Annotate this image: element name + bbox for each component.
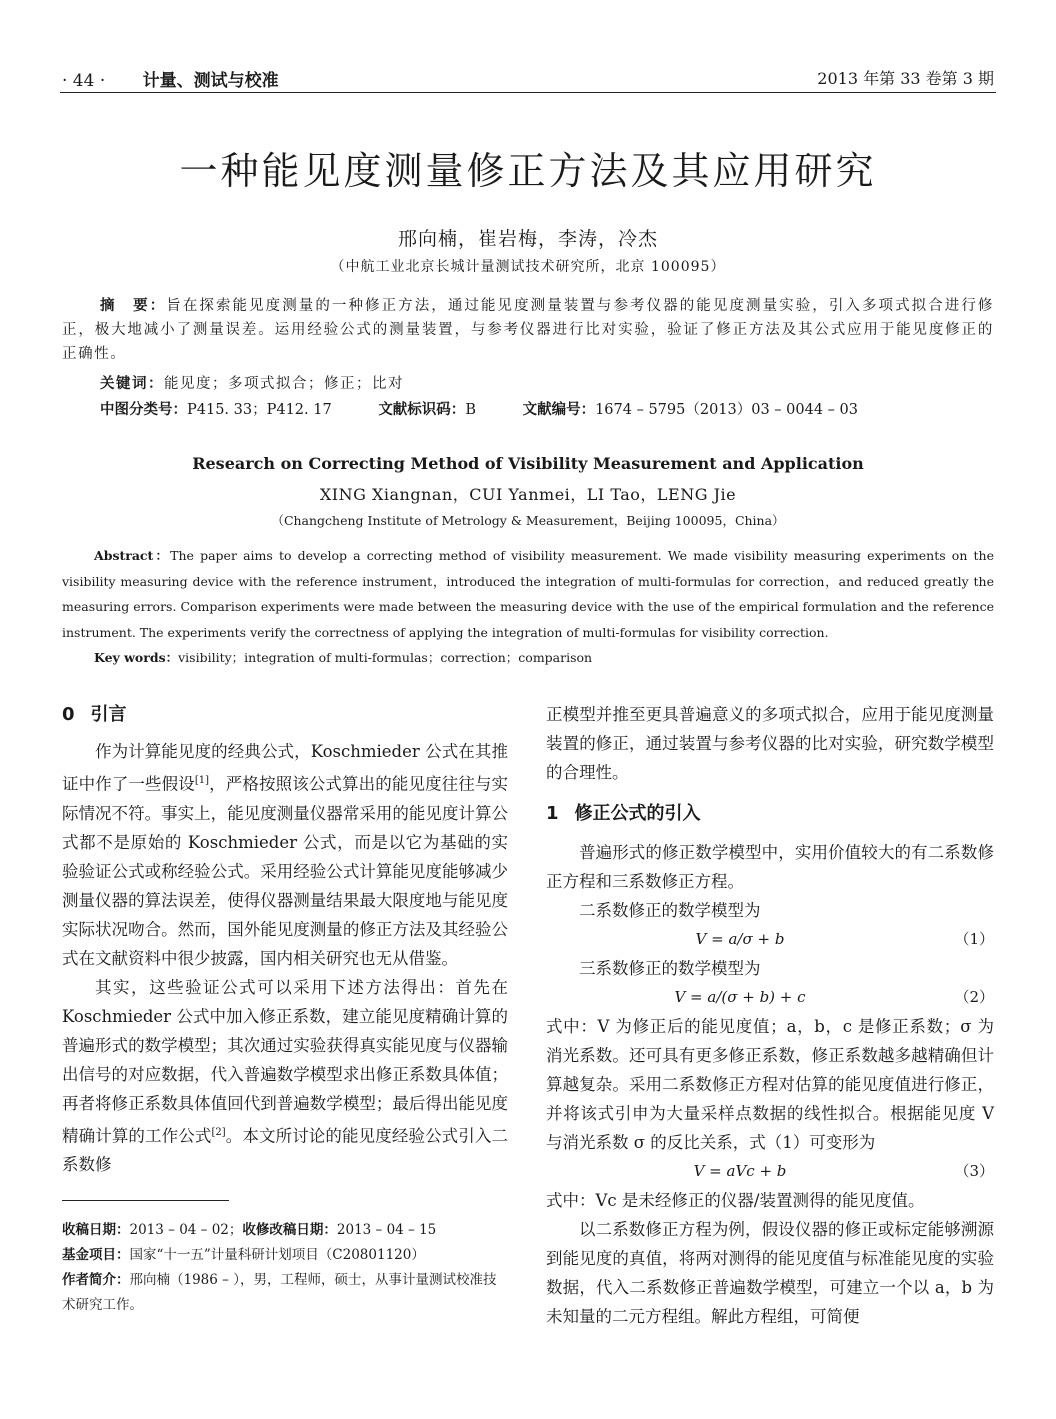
equation-3 (546, 1157, 994, 1186)
section-title: 引言 (90, 704, 127, 725)
citation-2: [2] (211, 1126, 226, 1138)
equation-2 (546, 983, 994, 1012)
abstract-text: 旨在探索能见度测量的一种修正方法，通过能见度测量装置与参考仪器的能见度测量实验，引入多项式拟合进行修正，极大地减小了测量误差。运用经验公式的测量装置，与参考仪器进行比对实验，验证了修正方法及其公式应用于能见度修正的正确性。 (62, 298, 994, 362)
article-no-value: 1674 – 5795（2013）03 – 0044 – 03 (595, 402, 858, 418)
header-rule (60, 92, 996, 93)
english-keywords (94, 648, 592, 666)
authors: 邢向楠，崔岩梅，李涛，冷杰 (397, 228, 658, 250)
classification-line (100, 398, 1000, 419)
english-abstract-label: Abstract： (94, 548, 171, 563)
section1-paragraph-2: 二系数修正的数学模型为 (579, 901, 761, 920)
equation-1-number: （1） (954, 930, 994, 948)
english-abstract-text: The paper aims to develop a correcting method of visibility measurement. We made visibility measuring experiments on the visibility measuring device with the reference instrument，introduced the integration of multi-formulas for correction，and reduced greatly the measuring errors. Comparison experiments were made between the measuring device with the use of the empirical formulation and the reference instrument. The experiments verify the correctness of applying the integration of multi-formulas for visibility correction. (62, 548, 994, 640)
equation-2-number: （2） (954, 988, 994, 1006)
section1-paragraph-1: 普遍形式的修正数学模型中，实用价值较大的有二系数修正方程和三系数修正方程。 (546, 843, 994, 891)
section-title: 修正公式的引入 (574, 803, 701, 824)
intro-paragraph-2: 其实，这些验证公式可以采用下述方法得出：首先在 Koschmieder 公式中加入修正系数，建立能见度精确计算的普遍形式的数学模型；其次通过实验获得真实能见度与仪器输出信号的对应数据，代入普遍数学模型求出修正系数具体值；再者将修正系数具体值回代到普遍数学模型；最后得出能见度精确计算的工作公式[2]。本文所讨论的能见度经验公式引入二系数修 (62, 977, 509, 1174)
footnotes (62, 1218, 508, 1318)
paper-title: 一种能见度测量修正方法及其应用研究 (179, 149, 877, 193)
intro-paragraph-1: 作为计算能见度的经典公式，Koschmieder 公式在其推证中作了一些假设[1]，严格按照该公式算出的能见度往往与实际情况不符。事实上，能见度测量仪器常采用的能见度计算公式都不是原始的 Koschmieder 公式，而是以它为基础的实验验证公式或称经验公式。采用经验公式计算能见度能够减少测量仪器的算法误差，使得仪器测量结果最大限度地与能见度实际状况吻合。然而，国外能见度测量的修正方法及其经验公式在文献资料中很少披露，国内相关研究也无从借鉴。 (62, 742, 509, 968)
english-abstract (62, 543, 994, 645)
page-number: · 44 · (62, 71, 106, 91)
issue-info: 2013 年第 33 卷第 3 期 (817, 69, 994, 88)
author-bio: 作者简介：邢向楠（1986 – ），男，工程师，硕士，从事计量测试校准技术研究工作。 (62, 1272, 497, 1313)
funding: 基金项目：国家“十一五”计量科研计划项目（C20801120） (62, 1247, 425, 1263)
abstract-label: 摘 要： (100, 298, 167, 314)
section-1-heading (546, 799, 994, 828)
equation-3-number: （3） (954, 1162, 994, 1180)
section1-paragraph-3: 三系数修正的数学模型为 (579, 959, 761, 978)
section-0-heading (62, 700, 508, 729)
section1-paragraph-6: 以二系数修正方程为例，假设仪器的修正或标定能够溯源到能见度的真值，将两对测得的能见度值与标准能见度的实验数据，代入二系数修正普遍数学模型，可建立一个以 a，b 为未知量的二元方程组。解此方程组，可简便 (546, 1220, 994, 1326)
section1-paragraph-4: 式中：V 为修正后的能见度值；a，b，c 是修正系数；σ 为消光系数。还可具有更多修正系数，修正系数越多越精确但计算越复杂。采用二系数修正方程对估算的能见度值进行修正，并将该式引申为大量采样点数据的线性拟合。根据能见度 V 与消光系数 σ 的反比关系，式（1）可变形为 (546, 1017, 994, 1152)
doc-code-value: B (465, 402, 476, 418)
clc-value: P415. 33；P412. 17 (187, 402, 332, 418)
right-column (546, 700, 994, 1331)
footnote-rule (62, 1200, 229, 1201)
doc-code-label: 文献标识码： (378, 402, 466, 418)
keywords-label: 关键词： (100, 376, 164, 392)
article-no-label: 文献编号： (522, 402, 596, 418)
journal-section: 计量、测试与校准 (142, 71, 279, 91)
english-keywords-label: Key words： (94, 650, 179, 665)
right-continued-paragraph: 正模型并推至更具普遍意义的多项式拟合，应用于能见度测量装置的修正，通过装置与参考仪器的比对实验，研究数学模型的合理性。 (546, 705, 994, 782)
affiliation: （中航工业北京长城计量测试技术研究所，北京 100095） (330, 259, 726, 275)
keywords-text: 能见度；多项式拟合；修正；比对 (164, 376, 404, 392)
left-column (62, 700, 508, 1179)
section-number: 1 (546, 803, 559, 824)
equation-1-body: V = a/σ + b (695, 930, 785, 948)
english-authors: XING Xiangnan，CUI Yanmei，LI Tao，LENG Jie (319, 485, 737, 504)
section1-paragraph-5: 式中：Vc 是未经修正的仪器/装置测得的能见度值。 (546, 1191, 925, 1210)
english-title: Research on Correcting Method of Visibility Measurement and Application (192, 454, 864, 473)
english-affiliation: （Changcheng Institute of Metrology & Measurement，Beijing 100095，China） (271, 513, 785, 528)
abstract-cn (62, 294, 994, 366)
section-number: 0 (62, 704, 75, 725)
running-header-left (62, 66, 279, 91)
equation-2-body: V = a/(σ + b) + c (674, 988, 806, 1006)
received-dates: 收稿日期：2013 – 04 – 02；收修改稿日期：2013 – 04 – 15 (62, 1222, 437, 1238)
clc-label: 中图分类号： (100, 402, 187, 418)
citation-1: [1] (194, 775, 210, 786)
equation-1 (546, 925, 994, 954)
english-keywords-text: visibility；integration of multi-formulas；correction；comparison (178, 650, 593, 665)
keywords-cn (100, 372, 404, 393)
equation-3-body: V = aVc + b (693, 1162, 787, 1180)
